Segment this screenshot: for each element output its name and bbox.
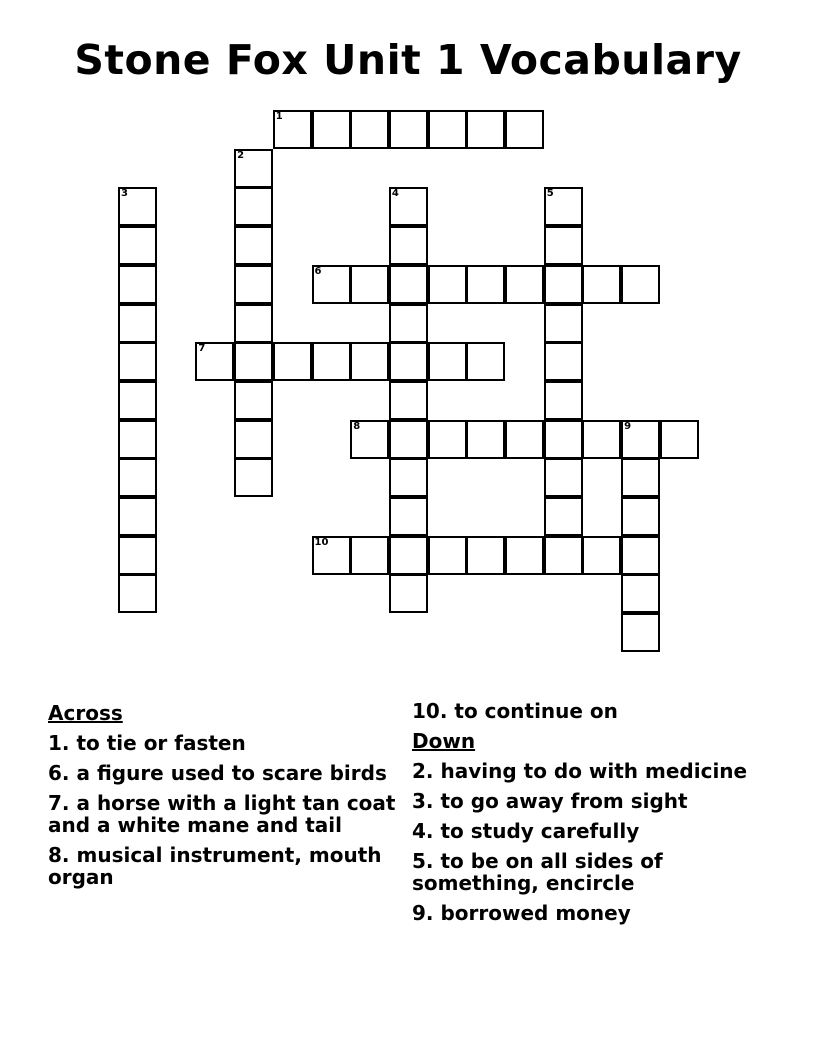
- grid-cell[interactable]: [505, 420, 544, 459]
- grid-cell[interactable]: [544, 265, 583, 304]
- clue-across-6: [48, 762, 398, 784]
- grid-cell[interactable]: [312, 342, 351, 381]
- grid-cell[interactable]: [234, 304, 273, 343]
- grid-cell[interactable]: [389, 536, 428, 575]
- cell-number: 10: [314, 536, 329, 548]
- grid-cell[interactable]: [118, 265, 157, 304]
- clue-number: 2.: [412, 759, 434, 783]
- grid-cell[interactable]: [428, 536, 467, 575]
- grid-cell[interactable]: [505, 110, 544, 149]
- grid-cell[interactable]: [466, 265, 505, 304]
- grid-cell[interactable]: [118, 420, 157, 459]
- clue-down-9: [412, 902, 762, 924]
- grid-cell[interactable]: [660, 420, 699, 459]
- grid-cell[interactable]: [466, 536, 505, 575]
- grid-cell[interactable]: [389, 497, 428, 536]
- clue-number: 1.: [48, 731, 70, 755]
- cell-number: 3: [121, 188, 128, 200]
- grid-cell[interactable]: [621, 420, 660, 459]
- grid-cell[interactable]: [544, 381, 583, 420]
- grid-cell[interactable]: [118, 187, 157, 226]
- grid-cell[interactable]: [389, 226, 428, 265]
- clues-left-column: [48, 700, 398, 896]
- grid-cell[interactable]: [389, 110, 428, 149]
- grid-cell[interactable]: [389, 304, 428, 343]
- clue-text: to tie or fasten: [76, 731, 246, 755]
- grid-cell[interactable]: [312, 110, 351, 149]
- grid-cell[interactable]: [428, 420, 467, 459]
- grid-cell[interactable]: [621, 497, 660, 536]
- grid-cell[interactable]: [466, 420, 505, 459]
- clue-text: borrowed money: [440, 901, 631, 925]
- clue-text: to continue on: [454, 699, 618, 723]
- grid-cell[interactable]: [273, 342, 312, 381]
- grid-cell[interactable]: [505, 536, 544, 575]
- clue-text: musical instrument, mouth organ: [48, 843, 382, 889]
- grid-cell[interactable]: [389, 187, 428, 226]
- down-heading: Down: [412, 729, 476, 753]
- cell-number: 2: [237, 149, 245, 161]
- clue-number: 10.: [412, 699, 448, 723]
- grid-cell[interactable]: [428, 342, 467, 381]
- grid-cell[interactable]: [350, 342, 389, 381]
- grid-cell[interactable]: [234, 381, 273, 420]
- grid-cell[interactable]: [389, 574, 428, 613]
- grid-cell[interactable]: [621, 458, 660, 497]
- clue-text: to study carefully: [440, 819, 640, 843]
- grid-cell[interactable]: [118, 226, 157, 265]
- clue-text: a figure used to scare birds: [76, 761, 387, 785]
- grid-cell[interactable]: [195, 342, 234, 381]
- grid-cell[interactable]: [350, 110, 389, 149]
- clues-right-column: [412, 700, 762, 932]
- cell-number: 1: [275, 111, 283, 122]
- clue-across-1: [48, 732, 398, 754]
- clue-across-7: [48, 792, 398, 836]
- cell-number: 8: [353, 420, 361, 432]
- grid-cell[interactable]: [234, 187, 273, 226]
- grid-cell[interactable]: [428, 110, 467, 149]
- grid-cell[interactable]: [350, 536, 389, 575]
- grid-cell[interactable]: [234, 226, 273, 265]
- clue-down-3: [412, 790, 762, 812]
- clue-number: 6.: [48, 761, 70, 785]
- grid-cell[interactable]: [505, 265, 544, 304]
- grid-cell[interactable]: [118, 574, 157, 613]
- grid-cell[interactable]: [428, 265, 467, 304]
- cell-number: 6: [314, 265, 322, 277]
- clue-down-2: [412, 760, 762, 782]
- grid-cell[interactable]: [582, 420, 621, 459]
- grid-cell[interactable]: [234, 342, 273, 381]
- clue-number: 4.: [412, 819, 434, 843]
- grid-cell[interactable]: [582, 536, 621, 575]
- grid-cell[interactable]: [118, 342, 157, 381]
- clue-down-4: [412, 820, 762, 842]
- grid-cell[interactable]: [389, 342, 428, 381]
- grid-cell[interactable]: [621, 536, 660, 575]
- page-title: Stone Fox Unit 1 Vocabulary: [74, 36, 742, 84]
- grid-cell[interactable]: [544, 536, 583, 575]
- grid-cell[interactable]: [118, 304, 157, 343]
- clue-across-10: [412, 700, 762, 722]
- grid-cell[interactable]: [466, 342, 505, 381]
- grid-cell[interactable]: [544, 458, 583, 497]
- grid-cell[interactable]: [544, 497, 583, 536]
- clue-text: having to do with medicine: [440, 759, 748, 783]
- grid-cell[interactable]: [234, 458, 273, 497]
- grid-cell[interactable]: [389, 420, 428, 459]
- cell-number: 4: [391, 188, 399, 200]
- grid-cell[interactable]: [118, 536, 157, 575]
- grid-cell[interactable]: [544, 342, 583, 381]
- grid-cell[interactable]: [273, 110, 312, 149]
- grid-cell[interactable]: [350, 420, 389, 459]
- clue-text: a horse with a light tan coat and a white mane and tail: [48, 791, 396, 837]
- clue-number: 3.: [412, 789, 434, 813]
- grid-cell[interactable]: [312, 536, 351, 575]
- grid-cell[interactable]: [544, 420, 583, 459]
- grid-cell[interactable]: [234, 420, 273, 459]
- clue-number: 8.: [48, 843, 70, 867]
- grid-cell[interactable]: [118, 381, 157, 420]
- clue-number: 7.: [48, 791, 70, 815]
- grid-cell[interactable]: [582, 265, 621, 304]
- grid-cell[interactable]: [621, 265, 660, 304]
- grid-cell[interactable]: [621, 613, 660, 652]
- grid-cell[interactable]: [544, 304, 583, 343]
- grid-cell[interactable]: [389, 458, 428, 497]
- cell-number: 9: [624, 420, 632, 432]
- grid-cell[interactable]: [544, 187, 583, 226]
- grid-cell[interactable]: [118, 458, 157, 497]
- grid-cell[interactable]: [389, 265, 428, 304]
- grid-cell[interactable]: [621, 574, 660, 613]
- grid-cell[interactable]: [350, 265, 389, 304]
- grid-cell[interactable]: [312, 265, 351, 304]
- grid-cell[interactable]: [544, 226, 583, 265]
- cell-number: 7: [198, 343, 206, 355]
- grid-cell[interactable]: [234, 149, 273, 188]
- clue-down-5: [412, 850, 762, 894]
- clue-text: to be on all sides of something, encircle: [412, 849, 663, 895]
- grid-cell[interactable]: [389, 381, 428, 420]
- grid-cell[interactable]: [234, 265, 273, 304]
- clue-across-8: [48, 844, 398, 888]
- clue-number: 5.: [412, 849, 434, 873]
- clue-number: 9.: [412, 901, 434, 925]
- grid-cell[interactable]: [118, 497, 157, 536]
- cell-number: 5: [546, 188, 554, 200]
- grid-cell[interactable]: [466, 110, 505, 149]
- clue-text: to go away from sight: [440, 789, 688, 813]
- across-heading: Across: [48, 701, 123, 725]
